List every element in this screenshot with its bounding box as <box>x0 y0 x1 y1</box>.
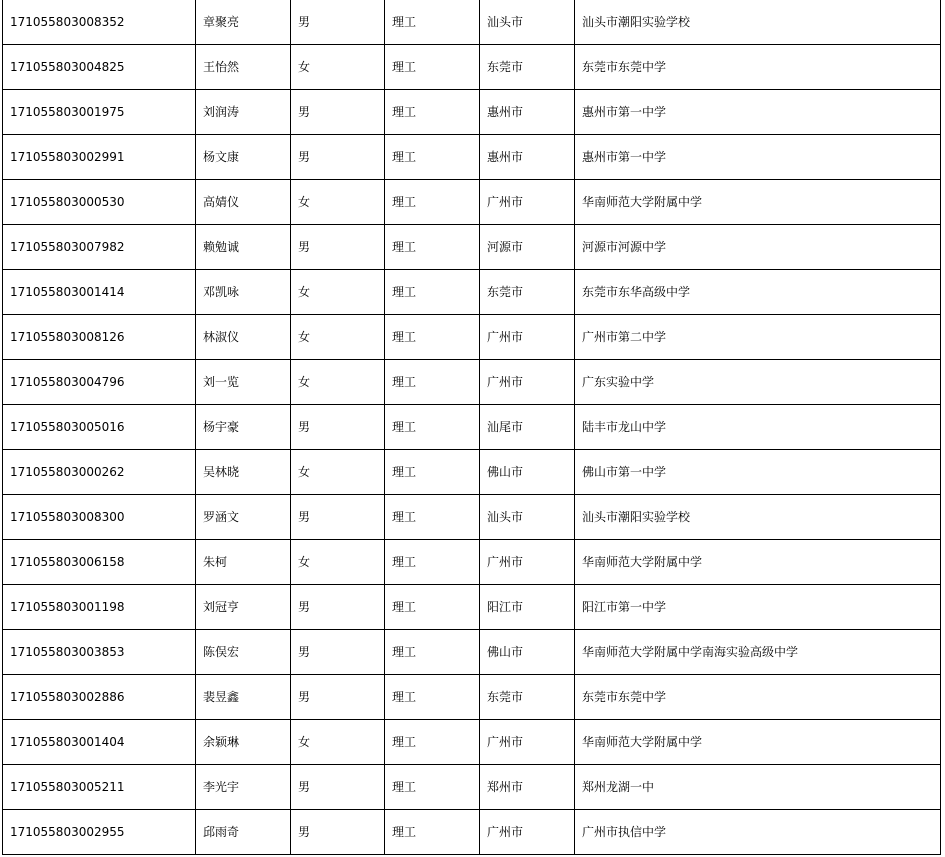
subject-track-cell: 理工 <box>385 765 480 810</box>
gender-cell: 男 <box>291 495 385 540</box>
school-cell: 广东实验中学 <box>575 360 941 405</box>
subject-track-cell: 理工 <box>385 0 480 45</box>
city-cell: 河源市 <box>480 225 575 270</box>
gender-cell: 男 <box>291 0 385 45</box>
student-name-cell: 赖勉诚 <box>196 225 291 270</box>
school-cell: 东莞市东莞中学 <box>575 45 941 90</box>
subject-track-cell: 理工 <box>385 720 480 765</box>
city-cell: 东莞市 <box>480 45 575 90</box>
exam-id-cell: 171055803008352 <box>3 0 196 45</box>
school-cell: 河源市河源中学 <box>575 225 941 270</box>
subject-track-cell: 理工 <box>385 225 480 270</box>
exam-id-cell: 171055803001404 <box>3 720 196 765</box>
exam-id-cell: 171055803005016 <box>3 405 196 450</box>
exam-id-cell: 171055803004825 <box>3 45 196 90</box>
subject-track-cell: 理工 <box>385 450 480 495</box>
school-cell: 华南师范大学附属中学南海实验高级中学 <box>575 630 941 675</box>
school-cell: 阳江市第一中学 <box>575 585 941 630</box>
gender-cell: 女 <box>291 540 385 585</box>
table-row <box>3 135 941 180</box>
exam-id-cell: 171055803007982 <box>3 225 196 270</box>
table-row <box>3 90 941 135</box>
school-cell: 广州市执信中学 <box>575 810 941 855</box>
exam-id-cell: 171055803002955 <box>3 810 196 855</box>
student-name-cell: 王怡然 <box>196 45 291 90</box>
subject-track-cell: 理工 <box>385 630 480 675</box>
student-name-cell: 裴昱鑫 <box>196 675 291 720</box>
gender-cell: 男 <box>291 225 385 270</box>
exam-id-cell: 171055803001198 <box>3 585 196 630</box>
student-name-cell: 刘润涛 <box>196 90 291 135</box>
city-cell: 惠州市 <box>480 135 575 180</box>
city-cell: 汕头市 <box>480 0 575 45</box>
student-name-cell: 陈俣宏 <box>196 630 291 675</box>
table-row <box>3 585 941 630</box>
city-cell: 广州市 <box>480 720 575 765</box>
city-cell: 阳江市 <box>480 585 575 630</box>
school-cell: 佛山市第一中学 <box>575 450 941 495</box>
city-cell: 广州市 <box>480 810 575 855</box>
gender-cell: 女 <box>291 315 385 360</box>
gender-cell: 男 <box>291 135 385 180</box>
city-cell: 广州市 <box>480 315 575 360</box>
gender-cell: 男 <box>291 810 385 855</box>
student-name-cell: 杨宇豪 <box>196 405 291 450</box>
school-cell: 陆丰市龙山中学 <box>575 405 941 450</box>
table-row <box>3 315 941 360</box>
gender-cell: 女 <box>291 45 385 90</box>
subject-track-cell: 理工 <box>385 315 480 360</box>
gender-cell: 女 <box>291 720 385 765</box>
city-cell: 东莞市 <box>480 270 575 315</box>
exam-id-cell: 171055803001975 <box>3 90 196 135</box>
table-row <box>3 675 941 720</box>
exam-id-cell: 171055803002991 <box>3 135 196 180</box>
city-cell: 汕头市 <box>480 495 575 540</box>
city-cell: 广州市 <box>480 540 575 585</box>
table-row <box>3 450 941 495</box>
school-cell: 郑州龙湖一中 <box>575 765 941 810</box>
subject-track-cell: 理工 <box>385 405 480 450</box>
school-cell: 华南师范大学附属中学 <box>575 180 941 225</box>
gender-cell: 女 <box>291 450 385 495</box>
subject-track-cell: 理工 <box>385 495 480 540</box>
exam-id-cell: 171055803002886 <box>3 675 196 720</box>
gender-cell: 男 <box>291 585 385 630</box>
student-name-cell: 余颖琳 <box>196 720 291 765</box>
gender-cell: 女 <box>291 270 385 315</box>
city-cell: 郑州市 <box>480 765 575 810</box>
subject-track-cell: 理工 <box>385 135 480 180</box>
student-name-cell: 邓凯咏 <box>196 270 291 315</box>
table-row <box>3 810 941 855</box>
table-row <box>3 540 941 585</box>
city-cell: 佛山市 <box>480 450 575 495</box>
city-cell: 佛山市 <box>480 630 575 675</box>
gender-cell: 男 <box>291 630 385 675</box>
table-row <box>3 630 941 675</box>
table-row <box>3 405 941 450</box>
school-cell: 汕头市潮阳实验学校 <box>575 0 941 45</box>
city-cell: 广州市 <box>480 360 575 405</box>
city-cell: 广州市 <box>480 180 575 225</box>
table-row <box>3 180 941 225</box>
gender-cell: 男 <box>291 765 385 810</box>
school-cell: 广州市第二中学 <box>575 315 941 360</box>
exam-id-cell: 171055803005211 <box>3 765 196 810</box>
school-cell: 惠州市第一中学 <box>575 90 941 135</box>
student-name-cell: 邱雨奇 <box>196 810 291 855</box>
school-cell: 华南师范大学附属中学 <box>575 720 941 765</box>
student-name-cell: 刘冠亨 <box>196 585 291 630</box>
roster-body <box>3 0 941 855</box>
gender-cell: 男 <box>291 675 385 720</box>
subject-track-cell: 理工 <box>385 360 480 405</box>
table-row <box>3 225 941 270</box>
table-row <box>3 765 941 810</box>
student-name-cell: 李光宇 <box>196 765 291 810</box>
city-cell: 汕尾市 <box>480 405 575 450</box>
gender-cell: 男 <box>291 90 385 135</box>
table-row <box>3 720 941 765</box>
gender-cell: 男 <box>291 405 385 450</box>
student-roster-table <box>2 0 941 855</box>
exam-id-cell: 171055803008126 <box>3 315 196 360</box>
subject-track-cell: 理工 <box>385 180 480 225</box>
table-row <box>3 270 941 315</box>
subject-track-cell: 理工 <box>385 675 480 720</box>
exam-id-cell: 171055803006158 <box>3 540 196 585</box>
gender-cell: 女 <box>291 180 385 225</box>
school-cell: 惠州市第一中学 <box>575 135 941 180</box>
gender-cell: 女 <box>291 360 385 405</box>
subject-track-cell: 理工 <box>385 45 480 90</box>
exam-id-cell: 171055803008300 <box>3 495 196 540</box>
student-name-cell: 罗涵文 <box>196 495 291 540</box>
student-name-cell: 高婧仪 <box>196 180 291 225</box>
student-name-cell: 吴林晓 <box>196 450 291 495</box>
city-cell: 东莞市 <box>480 675 575 720</box>
exam-id-cell: 171055803004796 <box>3 360 196 405</box>
subject-track-cell: 理工 <box>385 540 480 585</box>
school-cell: 汕头市潮阳实验学校 <box>575 495 941 540</box>
table-row <box>3 495 941 540</box>
table-row <box>3 0 941 45</box>
table-row <box>3 360 941 405</box>
student-name-cell: 朱柯 <box>196 540 291 585</box>
student-name-cell: 刘一览 <box>196 360 291 405</box>
exam-id-cell: 171055803003853 <box>3 630 196 675</box>
school-cell: 华南师范大学附属中学 <box>575 540 941 585</box>
student-name-cell: 林淑仪 <box>196 315 291 360</box>
student-name-cell: 杨文康 <box>196 135 291 180</box>
subject-track-cell: 理工 <box>385 810 480 855</box>
city-cell: 惠州市 <box>480 90 575 135</box>
subject-track-cell: 理工 <box>385 270 480 315</box>
school-cell: 东莞市东莞中学 <box>575 675 941 720</box>
exam-id-cell: 171055803001414 <box>3 270 196 315</box>
subject-track-cell: 理工 <box>385 90 480 135</box>
table-row <box>3 45 941 90</box>
subject-track-cell: 理工 <box>385 585 480 630</box>
exam-id-cell: 171055803000530 <box>3 180 196 225</box>
school-cell: 东莞市东华高级中学 <box>575 270 941 315</box>
exam-id-cell: 171055803000262 <box>3 450 196 495</box>
student-name-cell: 章聚亮 <box>196 0 291 45</box>
